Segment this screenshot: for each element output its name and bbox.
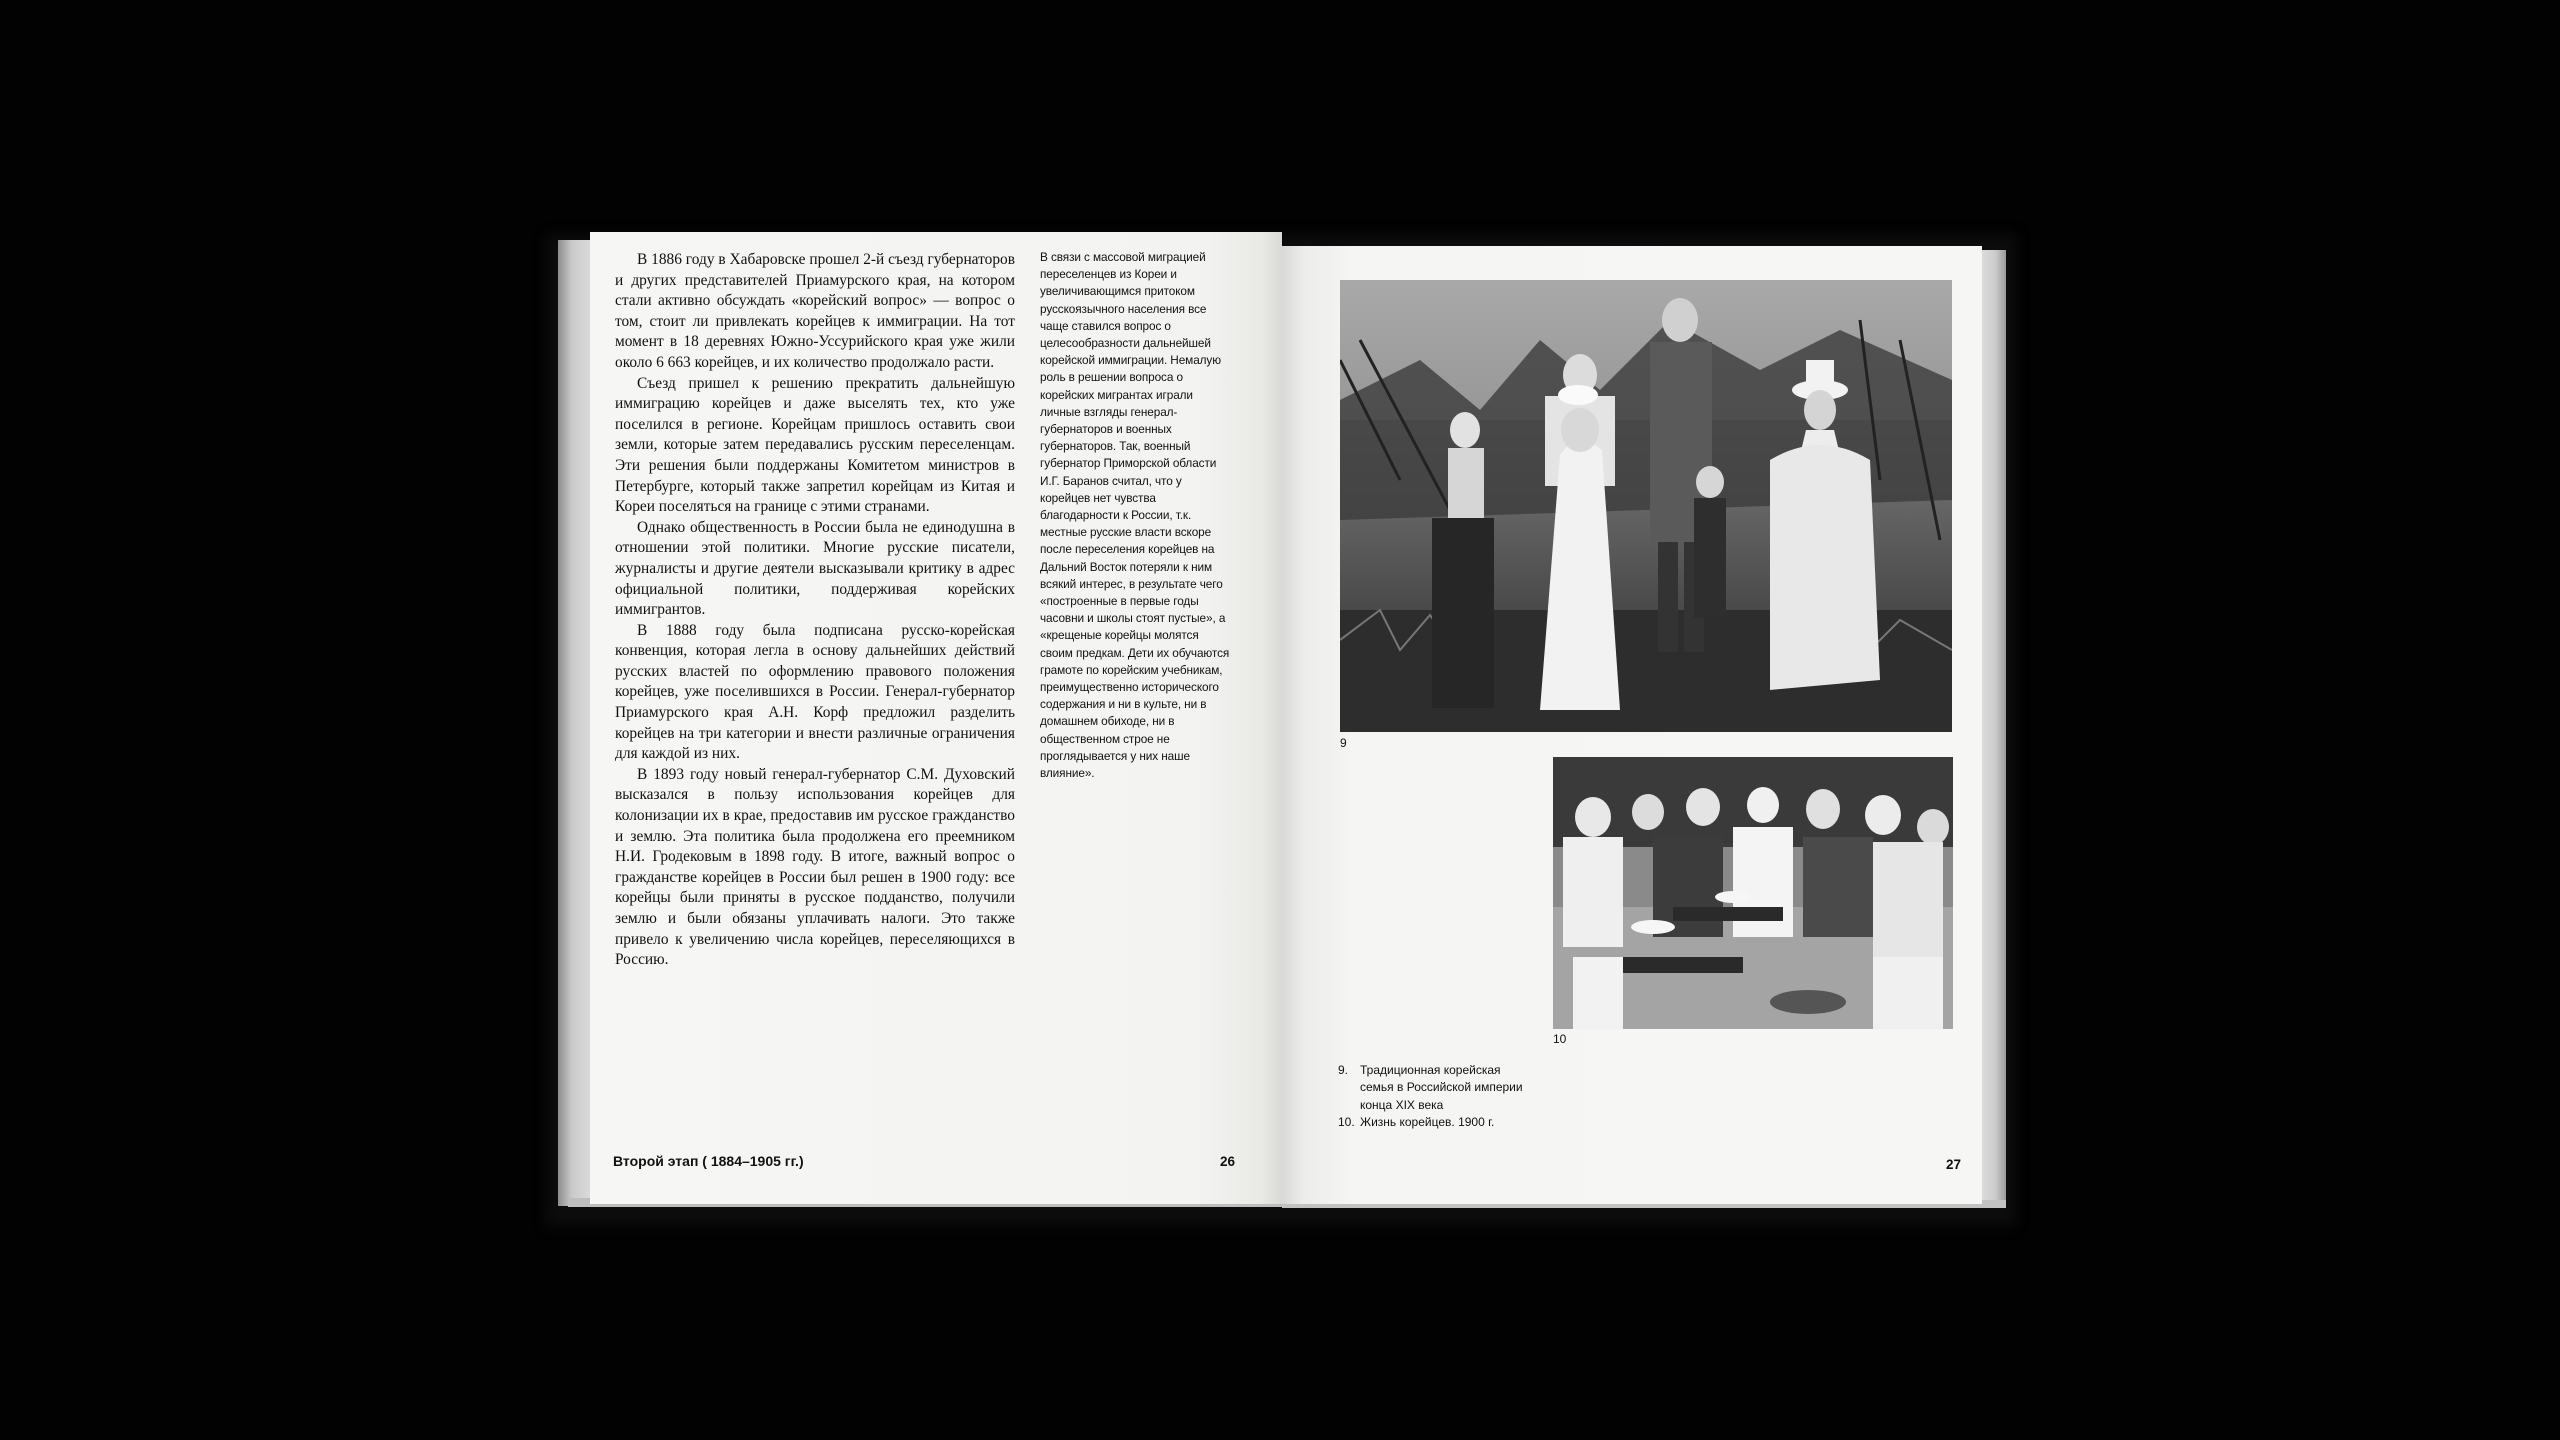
korean-life-photo-graphic [1553, 757, 1953, 1029]
family-photo [1340, 280, 1952, 732]
chapter-footer-title: Второй этап ( 1884–1905 гг.) [613, 1153, 804, 1169]
caption-text: Жизнь корейцев. 1900 г. [1360, 1115, 1495, 1130]
figure-captions [1338, 1062, 1530, 1132]
page-number-left: 26 [1220, 1154, 1236, 1169]
paragraph: В 1886 году в Хабаровске прошел 2-й съезд губернаторов и других представителей Приамурского края, на котором стали активно обсуждать «корейский вопрос» — вопрос о том, стоит ли привлекать корейцев к иммиграции. На тот момент в 18 деревнях Южно-Уссурийского края уже жили около 6 663 корейцев, и их количество продолжало расти. [615, 251, 1015, 371]
paragraph: В 1888 году была подписана русско-корейская конвенция, которая легла в основу дальнейших действий русских властей по оформлению правового положения корейцев, уже поселившихся в России. Генерал-губернатор Приамурского края А.Н. Корф предложил разделить корейцев на три категории и внести различные ограничения для каждой из них. [615, 621, 1015, 763]
figure-10-number: 10 [1553, 1032, 1567, 1046]
main-text-column [615, 250, 1015, 971]
caption-text: Традиционная корейская семья в Российской империи конца XIX века [1360, 1063, 1523, 1112]
right-page-stack-edge [1980, 250, 2006, 1206]
caption-row [1338, 1062, 1530, 1114]
paragraph: В 1893 году новый генерал-губернатор С.М. Духовский высказался в пользу использования корейцев для колонизации их в крае, предоставив им русское гражданство и землю. Эта политика была продолжена его преемником Н.И. Гродековым в 1898 году. В итоге, важный вопрос о гражданстве корейцев в России был решен в 1900 году: все корейцы были приняты в русское подданство, получили землю и были обязаны уплачивать налоги. Это также привело к увеличению числа корейцев, переселяющихся в Россию. [615, 765, 1015, 969]
family-photo-graphic [1340, 280, 1952, 732]
left-page-stack-edge [558, 240, 592, 1206]
sidebar-text-column: В связи с массовой миграцией переселенцев из Кореи и увеличивающимся притоком русскоязычного населения все чаще ставился вопрос о целесообразности дальнейшей корейской иммиграции. Немалую роль в решении вопроса о корейских мигрантах играли личные взгляды генерал-губернаторов и военных губернаторов. Так, военный губернатор Приморской области И.Г. Баранов считал, что у корейцев нет чувства благодарности к России, т.к. местные русские власти вскоре после переселения корейцев на Дальний Восток потеряли к ним всякий интерес, в результате чего «построенные в первые годы часовни и школы стоят пустые», а «крещеные корейцы молятся своим предкам. Дети их обучаются грамоте по корейским учебникам, преимущественно исторического содержания и ни в культе, ни в домашнем обиходе, ни в общественном строе не проглядывается у них наше влияние». [1040, 250, 1230, 781]
caption-number: 9. [1338, 1063, 1349, 1077]
paragraph: Съезд пришел к решению прекратить дальнейшую иммиграцию корейцев и даже выселять тех, кто уже поселился в регионе. Корейцам пришлось оставить свои земли, которые затем передавались русским переселенцам. Эти решения были поддержаны Комитетом министров в Петербурге, который также запретил корейцам из Китая и Кореи поселяться на границе с этими странами. [615, 374, 1015, 516]
caption-number: 10. [1338, 1115, 1355, 1130]
figure-9-number: 9 [1340, 736, 1347, 750]
korean-life-photo [1553, 757, 1953, 1029]
caption-row [1338, 1114, 1530, 1131]
page-number-right: 27 [1946, 1157, 1962, 1172]
paragraph: Однако общественность в России была не единодушна в отношении этой политики. Многие русские писатели, журналисты и другие деятели высказывали критику в адрес официальной политики, поддерживая корейских иммигрантов. [615, 518, 1015, 619]
